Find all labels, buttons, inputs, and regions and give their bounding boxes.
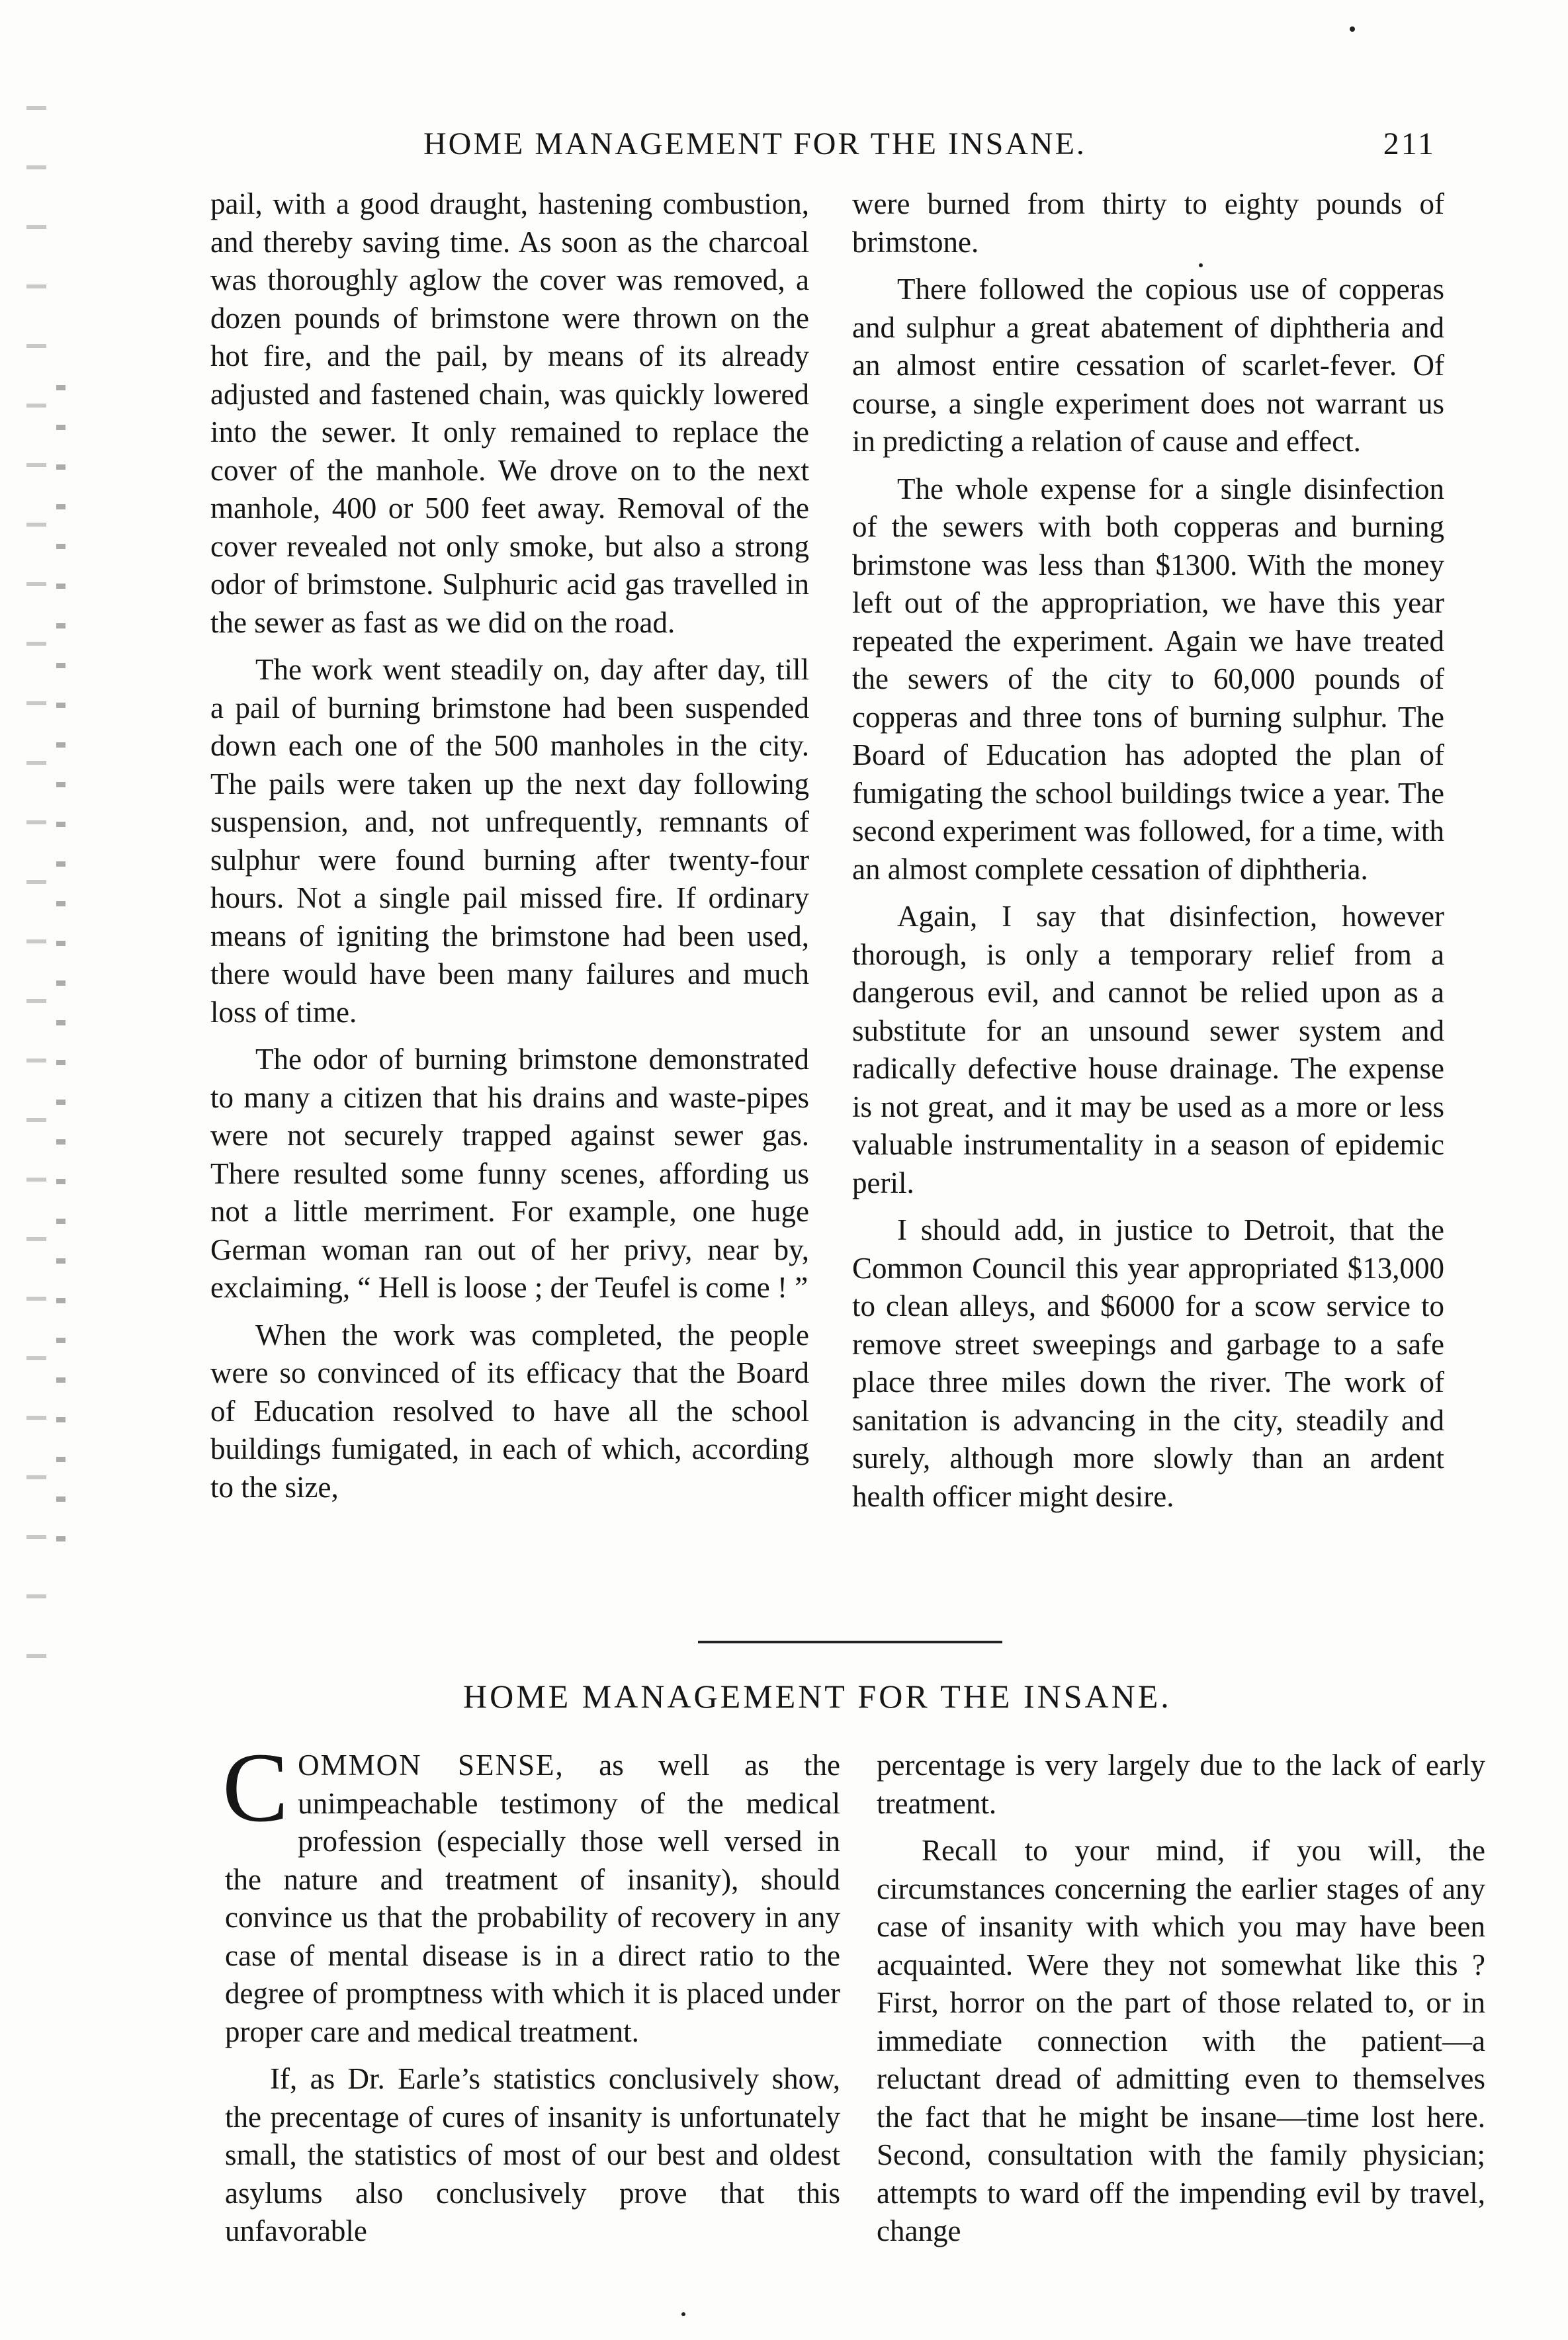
binding-edge-marks: [26, 79, 46, 1667]
section-divider: [698, 1641, 1002, 1643]
lower-left-column: [222, 1733, 841, 2251]
paragraph: percentage is very largely due to the lack of early treatment.: [877, 1749, 1485, 1820]
drop-cap: C: [222, 1733, 289, 1842]
upper-right-column: [852, 185, 1444, 1516]
paragraph: I should add, in justice to Detroit, that the Common Council this year appropriated $13,000 to clean alleys, and $6000 for a scow service to remove street sweepings and garbage to a safe place three miles down the river. The work of sanitation is advancing in the city, steadily and surely, although more slowly than an ardent health officer might desire.: [852, 1213, 1444, 1513]
lead-in: OMMON SENSE,: [298, 1749, 564, 1782]
paragraph: The odor of burning brimstone demonstrated to many a citizen that his drains and waste-pipes were not securely trapped against sewer gas. There resulted some funny scenes, affording us not a little merriment. For example, one huge German woman ran out of her privy, near by, exclaiming, “ Hell is loose ; der Teufel is come ! ”: [210, 1043, 809, 1304]
paragraph: Again, I say that disinfection, however thorough, is only a temporary relief from a dangerous evil, and cannot be relied upon as a substitute for an unsound sewer system and radically defective house drainage. The expense is not great, and it may be used as a more or less valuable instrumentality in a season of epidemic peril.: [852, 900, 1444, 1199]
lower-right-column: [877, 1747, 1485, 2251]
binding-edge-marks-inner: [56, 370, 65, 1561]
paragraph: There followed the copious use of copperas and sulphur a great abatement of diphtheria and an almost entire cessation of scarlet-fever. Of course, a single experiment does not warrant us in predicting a relation of cause and effect.: [852, 273, 1444, 458]
upper-left-column: [210, 185, 809, 1506]
paragraph: Recall to your mind, if you will, the circumstances concerning the earlier stages of any case of insanity with which you may have been acquainted. Were they not somewhat like this ? First, horror on the part of those related to, or in immediate connection with the patient—a reluctant dread of admitting even to themselves the fact that he might be insane—time lost here. Second, consultation with the family physician; attempts to ward off the impending evil by travel, change: [877, 1834, 1485, 2247]
speck: [1350, 26, 1355, 32]
paragraph: The work went steadily on, day after day, till a pail of burning brimstone had been suspended down each one of the 500 manholes in the city. The pails were taken up the next day following suspension, and, not unfrequently, remnants of sulphur were found burning after twenty-four hours. Not a single pail missed fire. If ordinary means of igniting the brimstone had been used, there would have been many failures and much loss of time.: [210, 653, 809, 1029]
paragraph-text: as well as the unimpeachable testimony of the medical profession (especially those well versed in the nature and treatment of insanity), should convince us that the probability of recovery in any case of mental disease is in a direct ratio to the degree of promptness with which it is placed under proper care and medical treatment.: [225, 1749, 841, 2048]
paragraph: pail, with a good draught, hastening combustion, and thereby saving time. As soon as the charcoal was thoroughly aglow the cover was removed, a dozen pounds of brimstone were thrown on the hot fire, and the pail, by means of its already adjusted and fastened chain, was quickly lowered into the sewer. It only remained to replace the cover of the manhole. We drove on to the next manhole, 400 or 500 feet away. Removal of the cover revealed not only smoke, but also a strong odor of brimstone. Sulphuric acid gas travelled in the sewer as fast as we did on the road.: [210, 187, 809, 639]
paragraph: If, as Dr. Earle’s statistics conclusively show, the precentage of cures of insanity is unfortunately small, the statistics of most of our best and oldest asylums also conclusively prove that this unfavorable: [225, 2062, 840, 2247]
opening-paragraph: [222, 1733, 841, 2051]
paragraph: were burned from thirty to eighty pounds of brimstone.: [852, 187, 1444, 259]
speck: [681, 2312, 685, 2316]
running-head: [423, 126, 1456, 172]
paragraph: The whole expense for a single disinfection of the sewers with both copperas and burning brimstone was less than $1300. With the money left out of the appropriation, we have this year repeated the experiment. Again we have treated the sewers of the city to 60,000 pounds of copperas and three tons of burning sulphur. The Board of Education has adopted the plan of fumigating the school buildings twice a year. The second experiment was followed, for a time, with an almost complete cessation of diphtheria.: [852, 472, 1444, 886]
paragraph: When the work was completed, the people were so convinced of its efficacy that the Board of Education resolved to have all the school buildings fumigated, in each of which, according to the size,: [210, 1318, 809, 1504]
page-number: 211: [1383, 126, 1436, 161]
section-title: HOME MANAGEMENT FOR THE INSANE.: [463, 1678, 1172, 1715]
running-head-title: HOME MANAGEMENT FOR THE INSANE.: [423, 126, 1086, 161]
